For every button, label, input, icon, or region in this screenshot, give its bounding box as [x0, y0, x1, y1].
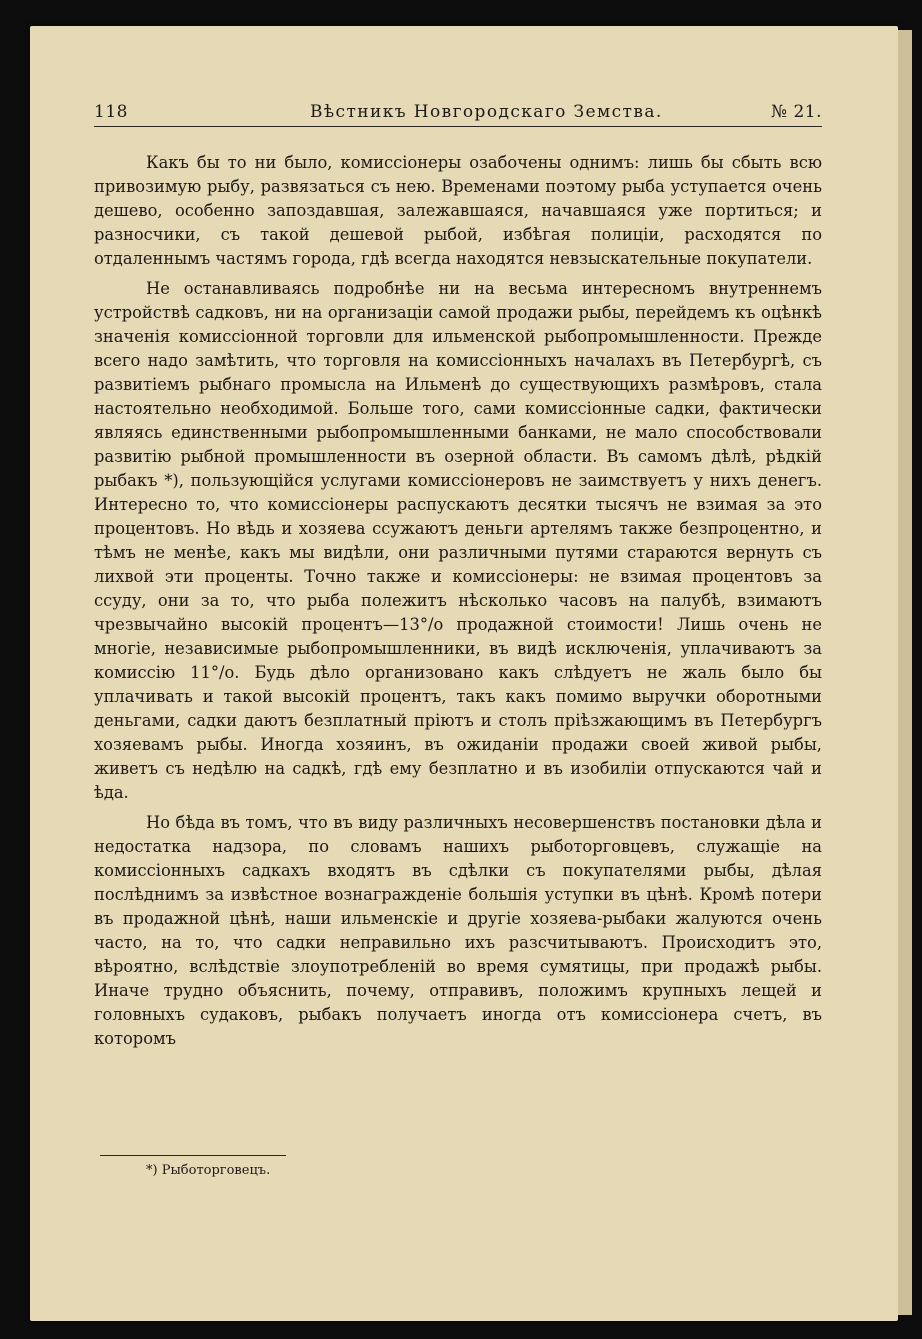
header-rule: [94, 126, 822, 127]
paragraph-2: Не останавливаясь подробнѣе ни на весьма интересномъ внутреннемъ устройствѣ садковъ, ни на организаціи самой продажи рыбы, перейдемъ къ оцѣнкѣ значенія комиссіонной торговли для ильменской рыбопромышленности. Прежде всего надо замѣтить, что торговля на комиссіонныхъ началахъ въ Петербургѣ, съ развитіемъ рыбнаго промысла на Ильменѣ до существующихъ размѣровъ, стала настоятельно необходимой. Больше того, сами комиссіонные садки, фактически являясь единственными рыбопромышленными банками, не мало способствовали развитію рыбной промышленности въ озерной области. Въ самомъ дѣлѣ, рѣдкій рыбакъ *), пользующійся услугами комиссіонеровъ не заимствуетъ у нихъ денегъ. Интересно то, что комиссіонеры распускаютъ десятки тысячъ не взимая за это процентовъ. Но вѣдь и хозяева ссужаютъ деньги артелямъ также безпроцентно, и тѣмъ не менѣе, какъ мы видѣли, они различными путями стараются вернуть съ лихвой эти проценты. Точно также и комиссіонеры: не взимая процентовъ за ссуду, они за то, что рыба полежитъ нѣсколько часовъ на палубѣ, взимаютъ чрезвычайно высокій процентъ—13°/о продажной стоимости! Лишь очень не многіе, независимые рыбопромышленники, въ видѣ исключенія, уплачиваютъ за комиссію 11°/о. Будь дѣло организовано какъ слѣдуетъ не жаль было бы уплачивать и такой высокій процентъ, такъ какъ помимо выручки оборотными деньгами, садки даютъ безплатный пріютъ и столъ пріѣзжающимъ въ Петербургъ хозяевамъ рыбы. Иногда хозяинъ, въ ожиданіи продажи своей живой рыбы, живетъ съ недѣлю на садкѣ, гдѣ ему безплатно и въ изобиліи отпускаются чай и ѣда.: [94, 279, 822, 802]
footnote: *) Рыботорговецъ.: [146, 1163, 271, 1178]
journal-title: Вѣстникъ Новгородскаго Земства.: [310, 102, 663, 122]
running-header: [94, 102, 822, 128]
facing-page-edge: [898, 30, 912, 1315]
issue-number: № 21.: [770, 102, 822, 122]
footnote-rule: [100, 1155, 286, 1156]
page-number: 118: [94, 102, 128, 122]
paragraph-1: Какъ бы то ни было, комиссіонеры озабочены однимъ: лишь бы сбыть всю привозимую рыбу, развязаться съ нею. Временами поэтому рыба уступается очень дешево, особенно запоздавшая, залежавшаяся, начавшаяся уже портиться; и разносчики, съ такой дешевой рыбой, избѣгая полиціи, расходятся по отдаленнымъ частямъ города, гдѣ всегда находятся невзыскательные покупатели.: [94, 153, 822, 268]
article-body: [94, 151, 822, 1057]
paragraph-3: Но бѣда въ томъ, что въ виду различныхъ несовершенствъ постановки дѣла и недостатка надзора, по словамъ нашихъ рыботорговцевъ, служащіе на комиссіонныхъ садкахъ входятъ въ сдѣлки съ покупателями рыбы, дѣлая послѣднимъ за извѣстное вознагражденіе большія уступки въ цѣнѣ. Кромѣ потери въ продажной цѣнѣ, наши ильменскіе и другіе хозяева-рыбаки жалуются очень часто, на то, что садки неправильно ихъ разсчитываютъ. Происходитъ это, вѣроятно, вслѣдствіе злоупотребленій во время сумятицы, при продажѣ рыбы. Иначе трудно объяснить, почему, отправивъ, положимъ крупныхъ лещей и головныхъ судаковъ, рыбакъ получаетъ иногда отъ комиссіонера счетъ, въ которомъ: [94, 813, 822, 1048]
